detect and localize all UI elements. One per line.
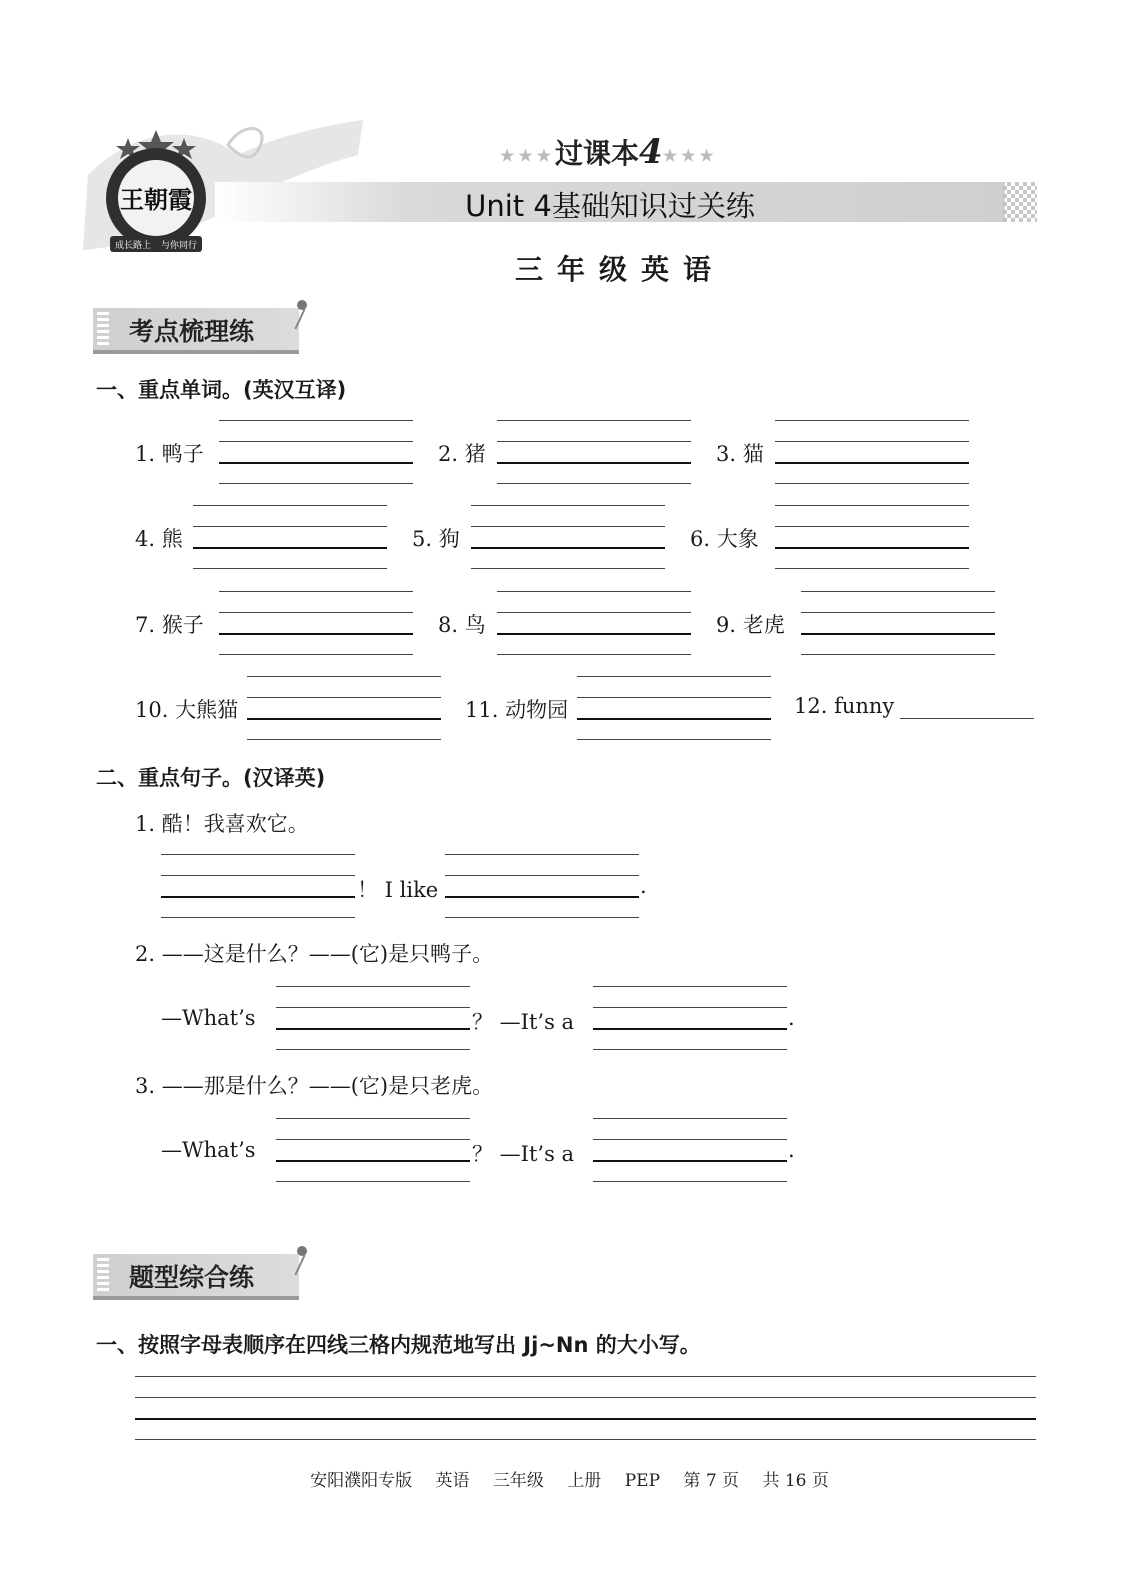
footer-edition: 安阳濮阳专版 (310, 1471, 413, 1491)
four-line-answer[interactable] (276, 986, 470, 1050)
answer-line[interactable] (900, 718, 1034, 719)
four-line-answer[interactable] (593, 1118, 787, 1182)
footer-total: 共 16 页 (762, 1471, 829, 1491)
four-line-answer[interactable] (161, 854, 355, 918)
wangzhaoxia-logo (100, 128, 212, 256)
four-line-writing-area[interactable] (135, 1376, 1036, 1440)
four-line-answer[interactable] (219, 420, 413, 484)
footer-grade: 三年级 (492, 1471, 544, 1491)
kicker-stars-right: ★★★ (662, 146, 718, 165)
vocab-item-label: 11. 动物园 (465, 698, 569, 722)
vocab-item-label: 8. 鸟 (438, 613, 486, 637)
sentence-fragment: ！ I like (357, 878, 439, 902)
four-line-answer[interactable] (247, 676, 441, 740)
four-line-answer[interactable] (801, 591, 995, 655)
kicker-number: 4 (639, 132, 663, 172)
four-line-answer[interactable] (193, 505, 387, 569)
vocab-item-label: 2. 猪 (438, 442, 486, 466)
sentence-fragment: ？ —It’s a (472, 1142, 575, 1166)
vocab-item-label: 12. funny (794, 694, 895, 718)
page-footer (0, 1466, 1139, 1491)
logo-slogan-2: 与你同行 (160, 241, 198, 251)
footer-subject: 英语 (435, 1471, 470, 1491)
vocab-item-label: 6. 大象 (690, 527, 759, 551)
section-tab-practice (93, 1254, 299, 1300)
vocab-heading: 一、重点单词。(英汉互译) (96, 378, 347, 402)
footer-publisher: PEP (624, 1471, 661, 1491)
four-line-answer[interactable] (445, 854, 639, 918)
title-bar-checker-decoration (1003, 182, 1037, 222)
vocab-item-label: 9. 老虎 (716, 613, 785, 637)
vocab-item-label: 1. 鸭子 (135, 442, 204, 466)
sentence-end: . (788, 1006, 795, 1030)
tab-stripes (97, 1258, 109, 1292)
tab-stripes (97, 312, 109, 346)
kicker-stars-left: ★★★ (500, 146, 556, 165)
vocab-item-label: 3. 猫 (716, 442, 764, 466)
footer-page: 第 7 页 (683, 1471, 740, 1491)
pin-icon (297, 1246, 307, 1256)
sentence-start: —What’s (161, 1138, 256, 1162)
four-line-answer[interactable] (775, 420, 969, 484)
section-tab-label: 题型综合练 (129, 1263, 255, 1292)
sentence-prompt: 3. ——那是什么？——(它)是只老虎。 (135, 1074, 494, 1098)
four-line-answer[interactable] (219, 591, 413, 655)
pin-needle (294, 1255, 305, 1276)
sentence-start: —What’s (161, 1006, 256, 1030)
four-line-answer[interactable] (577, 676, 771, 740)
section-tab-label: 考点梳理练 (129, 317, 255, 346)
pin-needle (294, 309, 305, 330)
subject-title: 三年级英语 (514, 253, 725, 286)
four-line-answer[interactable] (276, 1118, 470, 1182)
logo-name: 王朝霞 (120, 185, 192, 214)
logo-slogan-1: 成长路上 (114, 241, 152, 251)
vocab-item-label: 7. 猴子 (135, 613, 204, 637)
four-line-answer[interactable] (497, 591, 691, 655)
vocab-item-label: 4. 熊 (135, 527, 183, 551)
sentence-prompt: 1. 酷！我喜欢它。 (135, 812, 309, 836)
section-tab-review (93, 308, 299, 354)
four-line-answer[interactable] (497, 420, 691, 484)
four-line-answer[interactable] (471, 505, 665, 569)
kicker-text: 过课本 (555, 137, 640, 170)
kicker (500, 132, 718, 172)
pin-icon (297, 300, 307, 310)
four-line-answer[interactable] (593, 986, 787, 1050)
main-title: Unit 4基础知识过关练 (465, 189, 755, 223)
sentence-fragment: ？ —It’s a (472, 1010, 575, 1034)
sentence-heading: 二、重点句子。(汉译英) (96, 766, 326, 790)
sentence-prompt: 2. ——这是什么？——(它)是只鸭子。 (135, 942, 494, 966)
vocab-item-label: 10. 大熊猫 (135, 698, 239, 722)
sentence-end: . (640, 874, 647, 898)
sentence-end: . (788, 1138, 795, 1162)
vocab-item-label: 5. 狗 (412, 527, 460, 551)
alphabet-heading: 一、按照字母表顺序在四线三格内规范地写出 Jj~Nn 的大小写。 (96, 1333, 701, 1357)
four-line-answer[interactable] (775, 505, 969, 569)
footer-volume: 上册 (567, 1471, 602, 1491)
